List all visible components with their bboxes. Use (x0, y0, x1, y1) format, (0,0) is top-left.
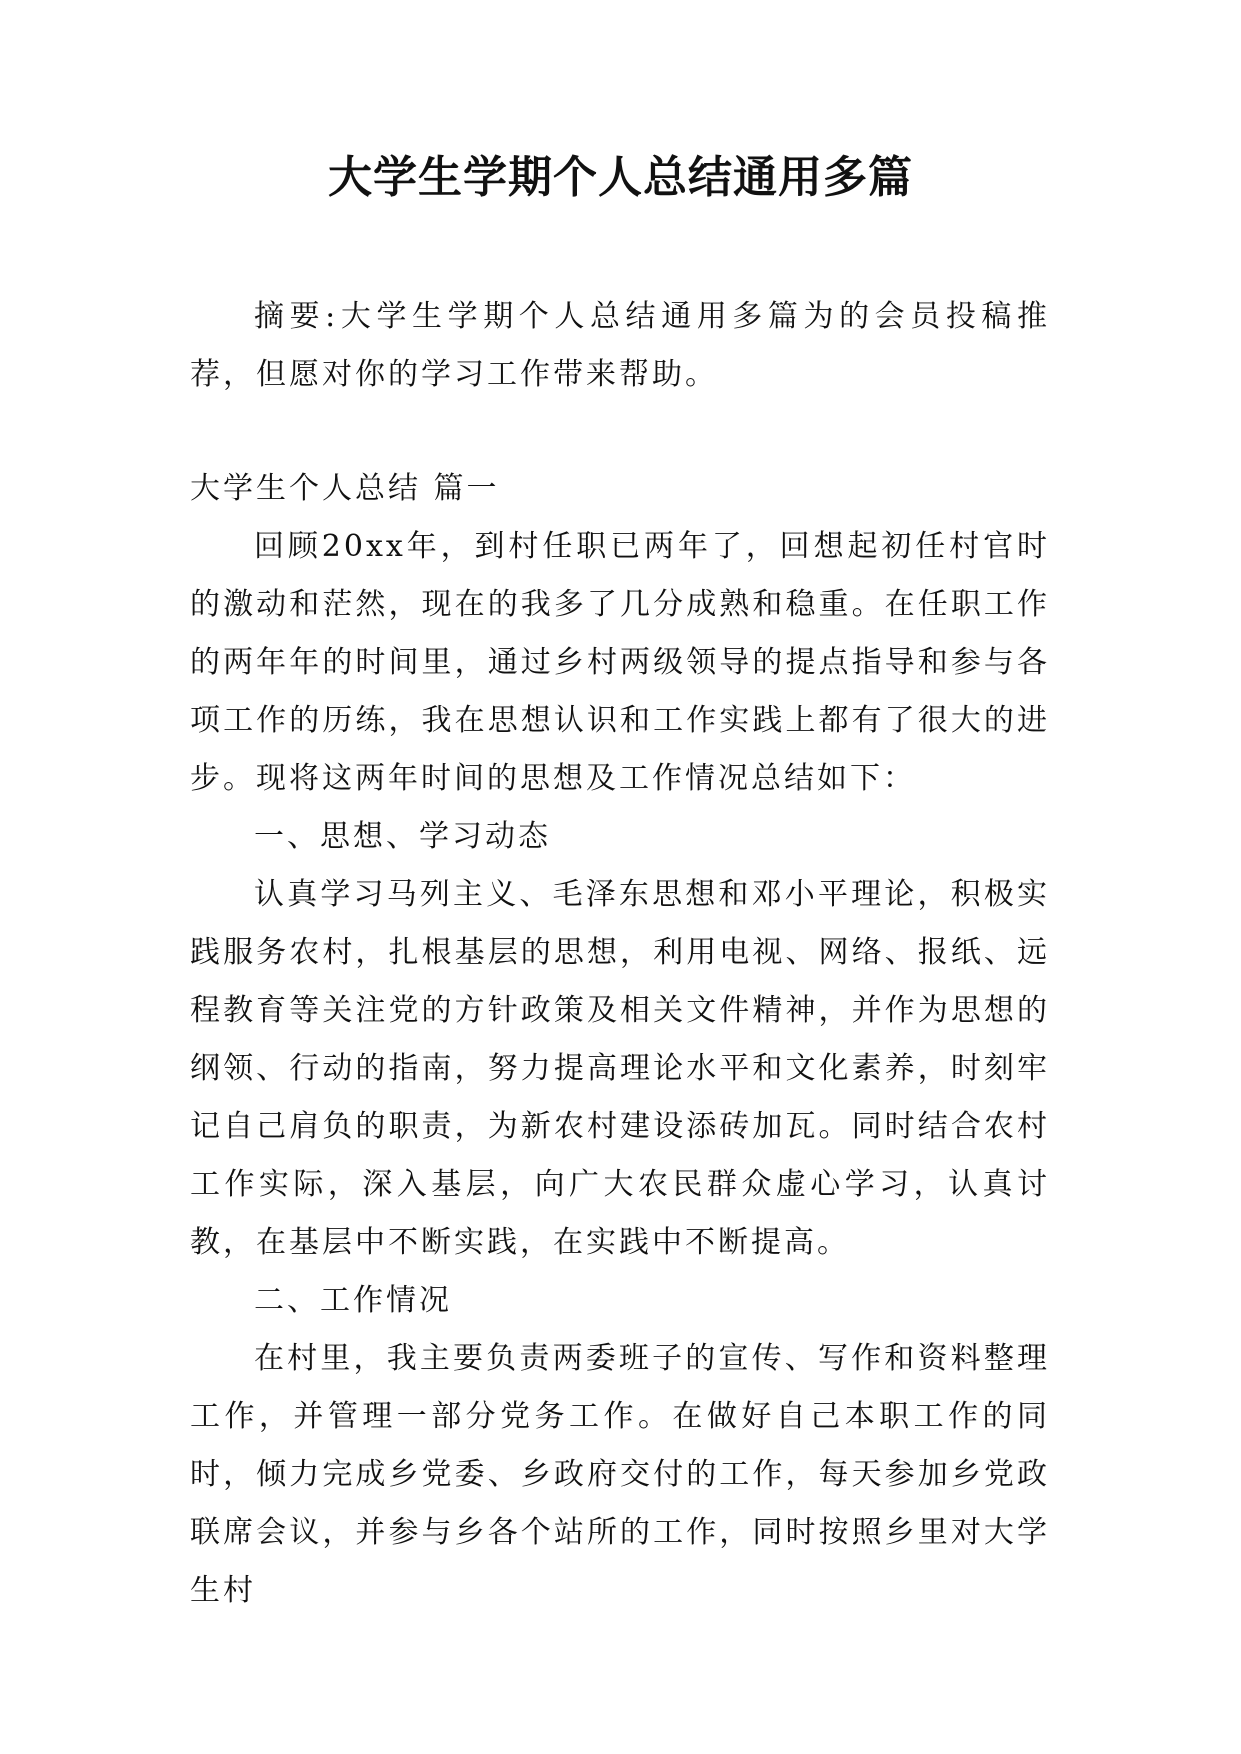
summary-paragraph: 摘要:大学生学期个人总结通用多篇为的会员投稿推荐，但愿对你的学习工作带来帮助。 (190, 299, 1050, 392)
summary-block (190, 288, 1050, 404)
main-body (190, 460, 1050, 1620)
body-paragraph-2: 认真学习马列主义、毛泽东思想和邓小平理论，积极实践服务农村，扎根基层的思想，利用电视、网络、报纸、远程教育等关注党的方针政策及相关文件精神，并作为思想的纲领、行动的指南，努力提高理论水平和文化素养，时刻牢记自己肩负的职责，为新农村建设添砖加瓦。同时结合农村工作实际，深入基层，向广大农民群众虚心学习，认真讨教，在基层中不断实践，在实践中不断提高。 (190, 877, 1050, 1260)
body-paragraph-1: 回顾20xx年，到村任职已两年了，回想起初任村官时的激动和茫然，现在的我多了几分成熟和稳重。在任职工作的两年年的时间里，通过乡村两级领导的提点指导和参与各项工作的历练，我在思想认识和工作实践上都有了很大的进步。现将这两年时间的思想及工作情况总结如下： (190, 529, 1050, 796)
subheading-thought-study: 一、思想、学习动态 (254, 819, 551, 854)
body-paragraph-3: 在村里，我主要负责两委班子的宣传、写作和资料整理工作，并管理一部分党务工作。在做好自己本职工作的同时，倾力完成乡党委、乡政府交付的工作，每天参加乡党政联席会议，并参与乡各个站所的工作，同时按照乡里对大学生村 (190, 1341, 1050, 1608)
section-heading: 大学生个人总结 篇一 (190, 471, 500, 506)
document-title: 大学生学期个人总结通用多篇 (328, 152, 913, 203)
subheading-work-situation: 二、工作情况 (254, 1283, 452, 1318)
